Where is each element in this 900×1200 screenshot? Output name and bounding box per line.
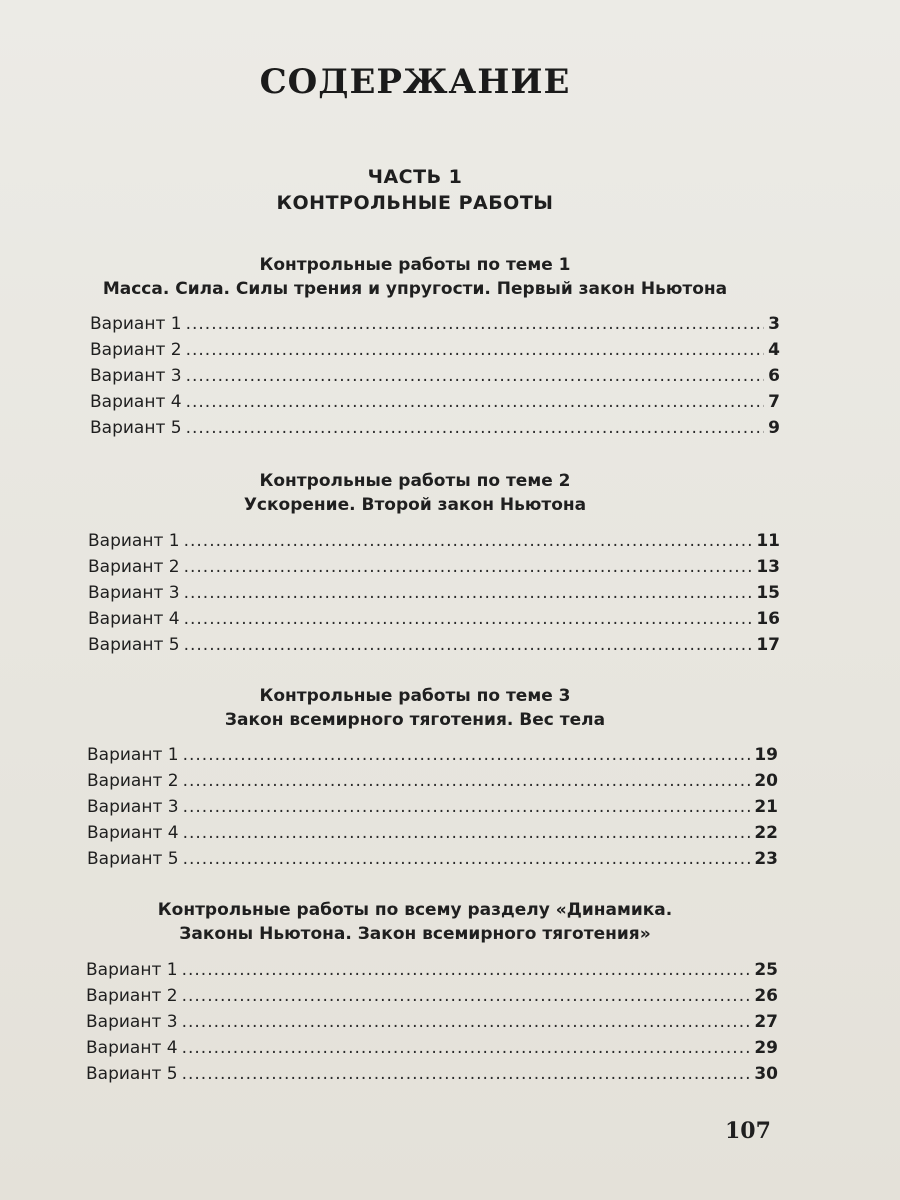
toc-entry[interactable] bbox=[90, 392, 780, 418]
toc-entry-page: 30 bbox=[754, 1064, 778, 1084]
toc-entry-label: Вариант 4 bbox=[90, 392, 182, 412]
toc-leader-dots bbox=[184, 557, 753, 577]
toc-leader-dots bbox=[184, 583, 753, 603]
toc-entry-page: 26 bbox=[754, 986, 778, 1006]
toc-entry[interactable] bbox=[86, 1012, 778, 1038]
toc-entry-label: Вариант 4 bbox=[87, 823, 179, 843]
section-3-heading-line1: Контрольные работы по теме 3 bbox=[259, 686, 571, 706]
toc-leader-dots bbox=[184, 531, 753, 551]
page-number: 107 bbox=[725, 1118, 771, 1144]
toc-entry-page: 27 bbox=[754, 1012, 778, 1032]
toc-entry[interactable] bbox=[87, 849, 778, 875]
section-2-heading-line1: Контрольные работы по теме 2 bbox=[259, 471, 571, 491]
toc-entry-label: Вариант 5 bbox=[88, 635, 180, 655]
toc-entry-label: Вариант 4 bbox=[86, 1038, 178, 1058]
toc-entry-page: 4 bbox=[768, 340, 780, 360]
toc-leader-dots bbox=[186, 340, 765, 360]
toc-entry[interactable] bbox=[86, 1038, 778, 1064]
toc-entry-label: Вариант 5 bbox=[87, 849, 179, 869]
toc-entry-label: Вариант 3 bbox=[87, 797, 179, 817]
section-3-heading bbox=[40, 684, 790, 732]
toc-entry[interactable] bbox=[88, 609, 780, 635]
section-4-heading-line1: Контрольные работы по всему разделу «Динамика. bbox=[157, 900, 673, 920]
page-title: СОДЕРЖАНИЕ bbox=[259, 62, 571, 102]
toc-leader-dots bbox=[182, 1064, 751, 1084]
toc-entry-page: 25 bbox=[754, 960, 778, 980]
toc-entry-page: 23 bbox=[754, 849, 778, 869]
toc-entry-label: Вариант 5 bbox=[86, 1064, 178, 1084]
section-1-heading-line2: Масса. Сила. Силы трения и упругости. Первый закон Ньютона bbox=[102, 279, 728, 299]
toc-entry-page: 16 bbox=[756, 609, 780, 629]
toc-entry-page: 13 bbox=[756, 557, 780, 577]
toc-entry-label: Вариант 3 bbox=[88, 583, 180, 603]
section-1-heading-line1: Контрольные работы по теме 1 bbox=[259, 255, 571, 275]
toc-entry-label: Вариант 2 bbox=[86, 986, 178, 1006]
toc-entry[interactable] bbox=[86, 1064, 778, 1090]
toc-leader-dots bbox=[186, 418, 765, 438]
toc-leader-dots bbox=[183, 797, 751, 817]
toc-entry-page: 7 bbox=[768, 392, 780, 412]
toc-leader-dots bbox=[184, 635, 753, 655]
toc-entry-page: 15 bbox=[756, 583, 780, 603]
section-2-heading-line2: Ускорение. Второй закон Ньютона bbox=[243, 495, 587, 515]
toc-entry[interactable] bbox=[86, 960, 778, 986]
toc-entry[interactable] bbox=[90, 418, 780, 444]
toc-entry-label: Вариант 2 bbox=[90, 340, 182, 360]
toc-entry[interactable] bbox=[87, 797, 778, 823]
toc-leader-dots bbox=[183, 849, 751, 869]
toc-entry-page: 11 bbox=[756, 531, 780, 551]
toc-entry-page: 17 bbox=[756, 635, 780, 655]
toc-leader-dots bbox=[182, 1038, 751, 1058]
toc-entry[interactable] bbox=[87, 823, 778, 849]
toc-entry[interactable] bbox=[88, 557, 780, 583]
toc-entry-label: Вариант 5 bbox=[90, 418, 182, 438]
toc-entry[interactable] bbox=[90, 366, 780, 392]
section-1-heading bbox=[40, 253, 790, 301]
toc-entry-label: Вариант 1 bbox=[87, 745, 179, 765]
toc-leader-dots bbox=[184, 609, 753, 629]
toc-entry-label: Вариант 2 bbox=[88, 557, 180, 577]
toc-entry-page: 3 bbox=[768, 314, 780, 334]
toc-leader-dots bbox=[186, 392, 765, 412]
toc-entry[interactable] bbox=[88, 583, 780, 609]
toc-entry[interactable] bbox=[87, 745, 778, 771]
section-4-heading bbox=[40, 898, 790, 946]
toc-entry-label: Вариант 2 bbox=[87, 771, 179, 791]
toc-entry[interactable] bbox=[88, 635, 780, 661]
toc-entry[interactable] bbox=[86, 986, 778, 1012]
toc-entry-label: Вариант 1 bbox=[86, 960, 178, 980]
toc-entry-page: 21 bbox=[754, 797, 778, 817]
section-4-heading-line2: Законы Ньютона. Закон всемирного тяготения» bbox=[179, 924, 651, 944]
toc-entry-label: Вариант 1 bbox=[90, 314, 182, 334]
toc-leader-dots bbox=[183, 771, 751, 791]
toc-entry[interactable] bbox=[90, 340, 780, 366]
section-2-heading bbox=[40, 469, 790, 517]
toc-entry-label: Вариант 1 bbox=[88, 531, 180, 551]
part-heading-line2: КОНТРОЛЬНЫЕ РАБОТЫ bbox=[276, 192, 554, 214]
part-heading-line1: ЧАСТЬ 1 bbox=[367, 166, 463, 188]
toc-entry-label: Вариант 3 bbox=[90, 366, 182, 386]
toc-leader-dots bbox=[186, 314, 765, 334]
toc-entry-page: 29 bbox=[754, 1038, 778, 1058]
section-3-heading-line2: Закон всемирного тяготения. Вес тела bbox=[224, 710, 606, 730]
toc-entry-page: 22 bbox=[754, 823, 778, 843]
toc-leader-dots bbox=[182, 986, 751, 1006]
toc-entry[interactable] bbox=[87, 771, 778, 797]
toc-entry-page: 6 bbox=[768, 366, 780, 386]
toc-leader-dots bbox=[186, 366, 765, 386]
toc-entry-page: 20 bbox=[754, 771, 778, 791]
toc-entry-page: 19 bbox=[754, 745, 778, 765]
toc-entry-label: Вариант 4 bbox=[88, 609, 180, 629]
toc-leader-dots bbox=[183, 745, 751, 765]
toc-entry-page: 9 bbox=[768, 418, 780, 438]
toc-leader-dots bbox=[182, 1012, 751, 1032]
toc-leader-dots bbox=[183, 823, 751, 843]
toc-entry[interactable] bbox=[88, 531, 780, 557]
toc-leader-dots bbox=[182, 960, 751, 980]
toc-entry[interactable] bbox=[90, 314, 780, 340]
toc-entry-label: Вариант 3 bbox=[86, 1012, 178, 1032]
